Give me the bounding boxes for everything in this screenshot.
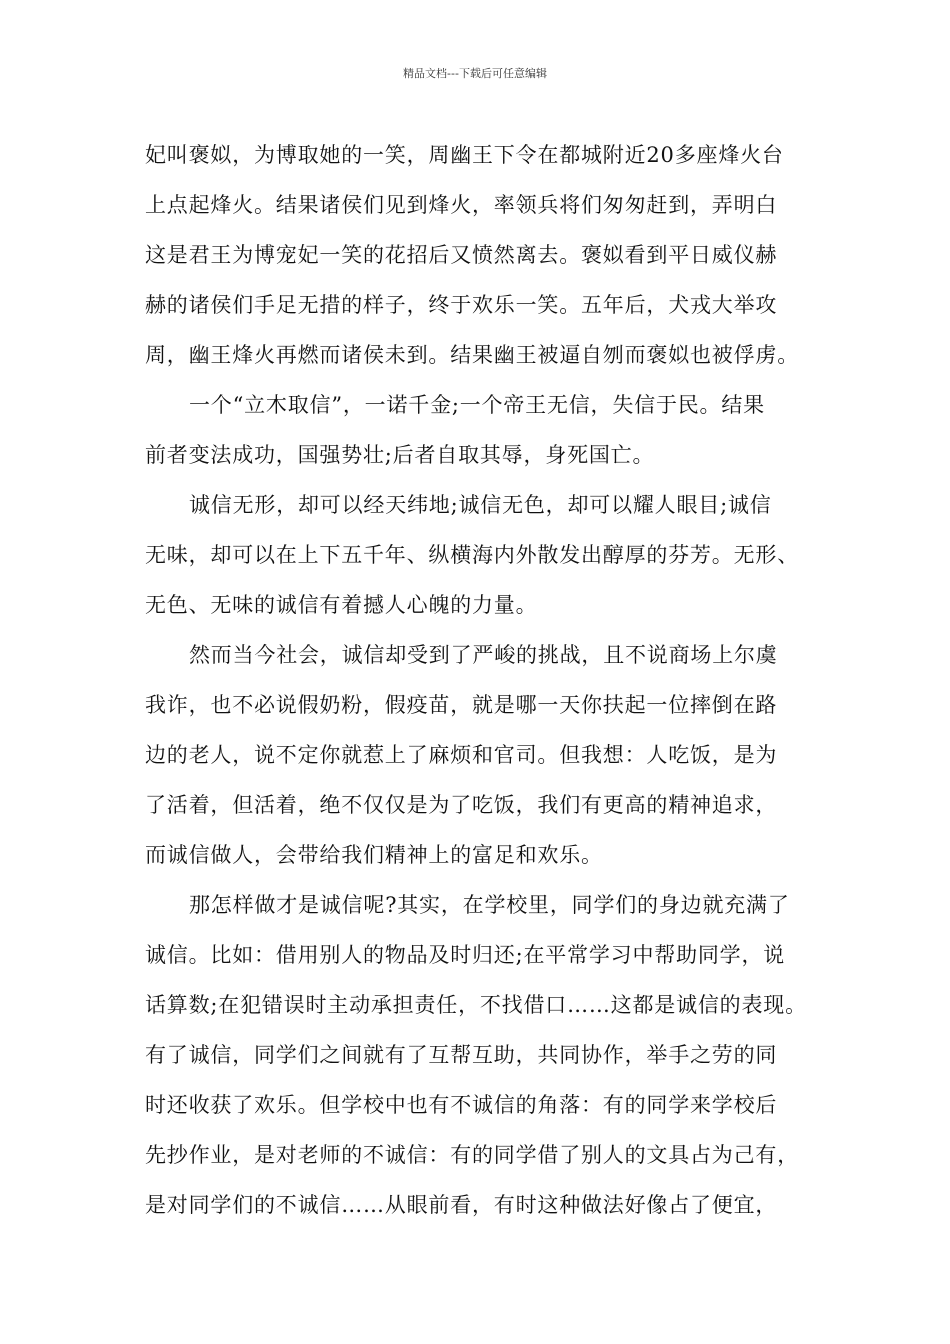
text-line: 了活着，但活着，绝不仅仅是为了吃饭，我们有更高的精神追求，	[145, 793, 778, 817]
paragraph-start-line: 那怎样做才是诚信呢?其实，在学校里，同学们的身边就充满了	[189, 893, 790, 917]
paragraph-start-line: 诚信无形，却可以经天纬地;诚信无色，却可以耀人眼目;诚信	[189, 493, 772, 517]
text-line: 时还收获了欢乐。但学校中也有不诚信的角落：有的同学来学校后	[145, 1093, 778, 1117]
text-line: 先抄作业，是对老师的不诚信：有的同学借了别人的文具占为己有，	[145, 1143, 799, 1167]
text-line: 赫的诸侯们手足无措的样子，终于欢乐一笑。五年后，犬戎大举攻	[145, 293, 778, 317]
text-line: 我诈，也不必说假奶粉，假疫苗，就是哪一天你扶起一位摔倒在路	[145, 693, 778, 717]
text-line: 是对同学们的不诚信……从眼前看，有时这种做法好像占了便宜，	[145, 1193, 778, 1217]
text-line: 上点起烽火。结果诸侯们见到烽火，率领兵将们匆匆赶到，弄明白	[145, 193, 778, 217]
text-line: 无味，却可以在上下五千年、纵横海内外散发出醇厚的芬芳。无形、	[145, 543, 799, 567]
text-line: 有了诚信，同学们之间就有了互帮互助，共同协作，举手之劳的同	[145, 1043, 778, 1067]
text-line: 话算数;在犯错误时主动承担责任，不找借口……这都是诚信的表现。	[145, 993, 807, 1017]
document-body	[145, 130, 815, 1230]
text-line: 诚信。比如：借用别人的物品及时归还;在平常学习中帮助同学，说	[145, 943, 786, 967]
page-header: 精品文档---下载后可任意编辑	[403, 67, 547, 80]
text-line: 前者变法成功，国强势壮;后者自取其辱，身死国亡。	[145, 443, 655, 467]
paragraph-start-line: 然而当今社会，诚信却受到了严峻的挑战，且不说商场上尔虞	[189, 643, 778, 667]
text-line: 无色、无味的诚信有着撼人心魄的力量。	[145, 593, 538, 617]
text-line: 而诚信做人，会带给我们精神上的富足和欢乐。	[145, 843, 603, 867]
text-line: 边的老人，说不定你就惹上了麻烦和官司。但我想：人吃饭，是为	[145, 743, 778, 767]
paragraph-start-line: 一个“立木取信”，一诺千金;一个帝王无信，失信于民。结果	[189, 393, 765, 417]
text-line: 这是君王为博宠妃一笑的花招后又愤然离去。褒姒看到平日威仪赫	[145, 243, 778, 267]
text-line: 周，幽王烽火再燃而诸侯未到。结果幽王被逼自刎而褒姒也被俘虏。	[145, 343, 799, 367]
text-line: 妃叫褒姒，为博取她的一笑，周幽王下令在都城附近20多座烽火台	[145, 143, 784, 167]
